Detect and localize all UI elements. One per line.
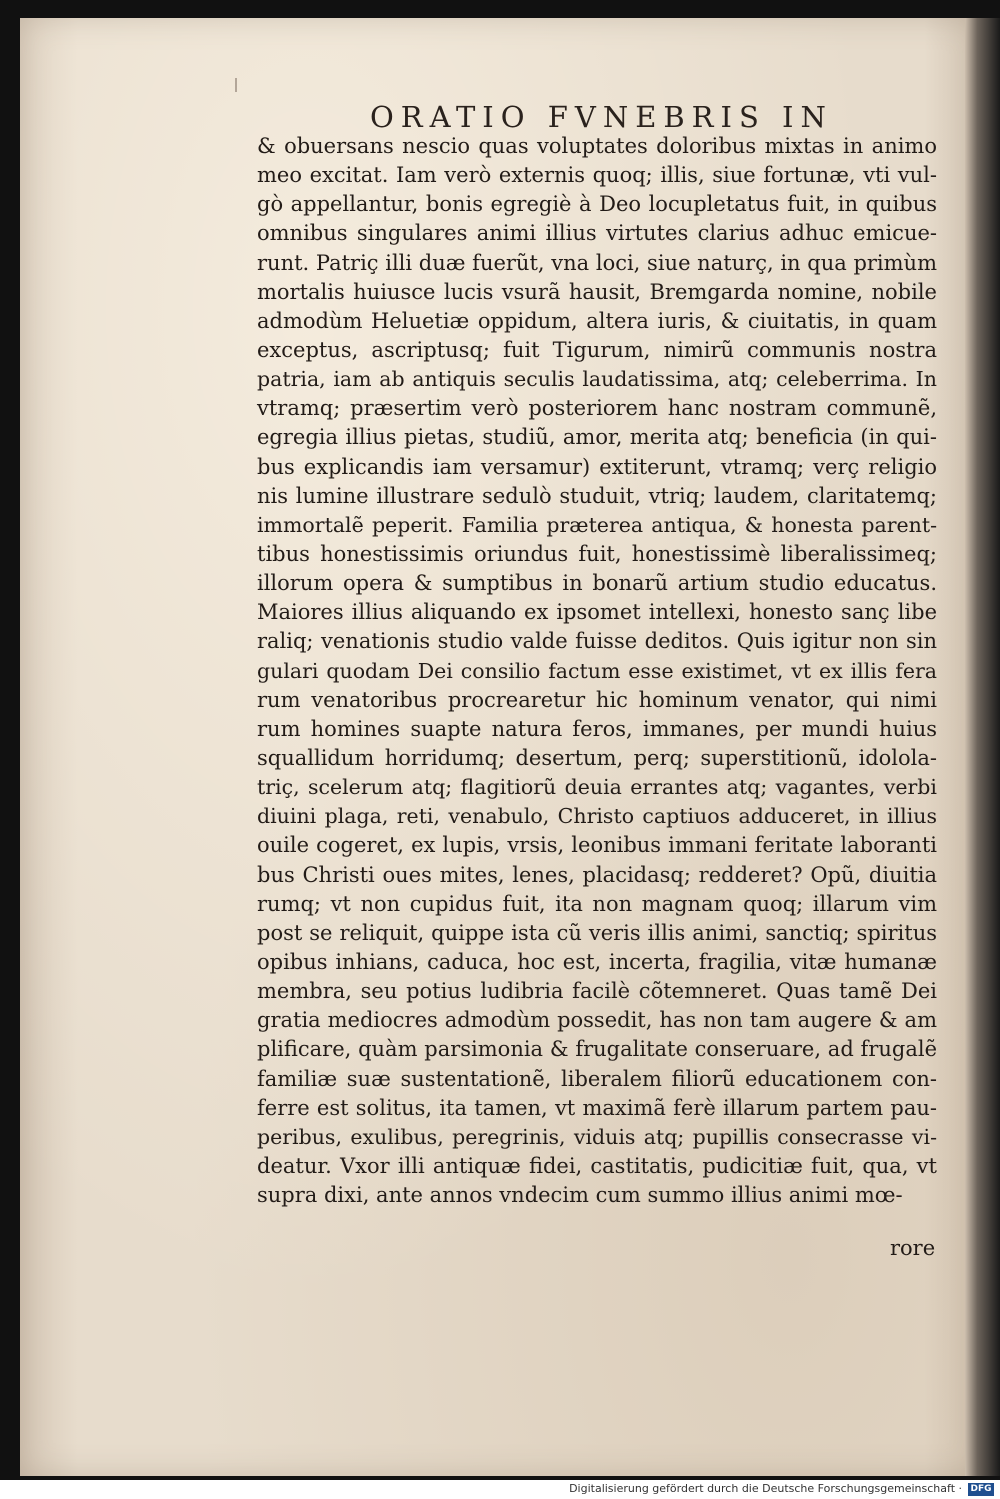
text-line: supra dixi, ante annos vndecim cum summo illius animi mœ- xyxy=(257,1183,903,1208)
text-line: post se reliquit, quippe ista cũ veris illis animi, sanctiq; spiritus xyxy=(257,920,937,945)
text-line: nis lumine illustrare sedulò studuit, vtriq; laudem, claritatemq; xyxy=(257,483,937,508)
text-line: patria, iam ab antiquis seculis laudatissima, atq; celeberrima. In xyxy=(257,367,937,392)
text-line: peribus, exulibus, peregrinis, viduis atq; pupillis consecrasse vi- xyxy=(257,1124,937,1149)
text-line: diuini plaga, reti, venabulo, Christo captiuos adduceret, in illius xyxy=(257,804,937,829)
text-line: rumq; vt non cupidus fuit, ita non magnam quoq; illarum vim xyxy=(257,891,937,916)
text-line: & obuersans nescio quas voluptates doloribus mixtas in animo xyxy=(257,134,937,158)
text-line: deatur. Vxor illi antiquæ fidei, castitatis, pudicitiæ fuit, qua, vt xyxy=(257,1153,937,1178)
text-line: bus explicandis iam versamur) extiterunt, vtramq; verç religio xyxy=(257,454,937,479)
text-line: plificare, quàm parsimonia & frugalitate conseruare, ad frugalẽ xyxy=(257,1037,937,1062)
text-line: Maiores illius aliquando ex ipsomet intellexi, honesto sanç libe xyxy=(257,600,937,625)
text-line: omnibus singulares animi illius virtutes clarius adhuc emicue- xyxy=(257,221,937,246)
text-line: rum venatoribus procrearetur hic hominum venator, qui nimi xyxy=(257,687,937,712)
text-line: egregia illius pietas, studiũ, amor, merita atq; beneficia (in qui- xyxy=(257,425,937,450)
running-head: ORATIO FVNEBRIS IN xyxy=(370,100,833,134)
catchword: rore xyxy=(890,1236,936,1260)
text-line: gò appellantur, bonis egregiè à Deo locupletatus fuit, in quibus xyxy=(257,192,937,217)
text-line: bus Christi oues mites, lenes, placidasq; redderet? Opũ, diuitia xyxy=(257,862,937,887)
dfg-logo: DFG xyxy=(968,1483,994,1496)
text-line: exceptus, ascriptusq; fuit Tigurum, nimirũ communis nostra xyxy=(257,337,937,362)
text-line: meo excitat. Iam verò externis quoq; illis, siue fortunæ, vti vul- xyxy=(257,163,937,188)
margin-mark xyxy=(235,78,237,92)
text-block xyxy=(257,132,937,1210)
text-line: gratia mediocres admodùm possedit, has non tam augere & am xyxy=(257,1008,937,1033)
text-line: familiæ suæ sustentationẽ, liberalem filiorũ educationem con- xyxy=(257,1066,937,1091)
text-line: illorum opera & sumptibus in bonarũ artium studio educatus. xyxy=(257,571,937,596)
footer-bar xyxy=(0,1480,1000,1499)
text-line: ouile cogeret, ex lupis, vrsis, leonibus immani feritate laboranti xyxy=(257,833,937,858)
text-line: tibus honestissimis oriundus fuit, honestissimè liberalissimeq; xyxy=(257,541,937,566)
text-line: mortalis huiusce lucis vsurã hausit, Bremgarda nomine, nobile xyxy=(257,279,937,304)
digitization-credit: Digitalisierung gefördert durch die Deutsche Forschungsgemeinschaft · xyxy=(569,1482,962,1495)
text-line: vtramq; præsertim verò posteriorem hanc nostram communẽ, xyxy=(257,396,937,421)
text-line: ferre est solitus, ita tamen, vt maximã ferè illarum partem pau- xyxy=(257,1095,937,1120)
text-line: squallidum horridumq; desertum, perq; superstitionũ, idolola- xyxy=(257,745,937,770)
page-edge-shadow xyxy=(965,18,1000,1476)
text-line: opibus inhians, caduca, hoc est, incerta, fragilia, vitæ humanæ xyxy=(257,949,937,974)
text-line: membra, seu potius ludibria facilè cõtemneret. Quas tamẽ Dei xyxy=(257,979,937,1004)
text-line: gulari quodam Dei consilio factum esse existimet, vt ex illis fera xyxy=(257,658,937,683)
text-line: runt. Patriç illi duæ fuerũt, vna loci, siue naturç, in qua primùm xyxy=(257,250,937,275)
text-line: triç, scelerum atq; flagitiorũ deuia errantes atq; vagantes, verbi xyxy=(257,775,937,800)
text-line: admodùm Heluetiæ oppidum, altera iuris, & ciuitatis, in quam xyxy=(257,308,937,333)
text-line: immortalẽ peperit. Familia præterea antiqua, & honesta parent- xyxy=(257,512,937,537)
text-line: rum homines suapte natura feros, immanes, per mundi huius xyxy=(257,716,937,741)
text-line: raliq; venationis studio valde fuisse deditos. Quis igitur non sin xyxy=(257,629,937,654)
